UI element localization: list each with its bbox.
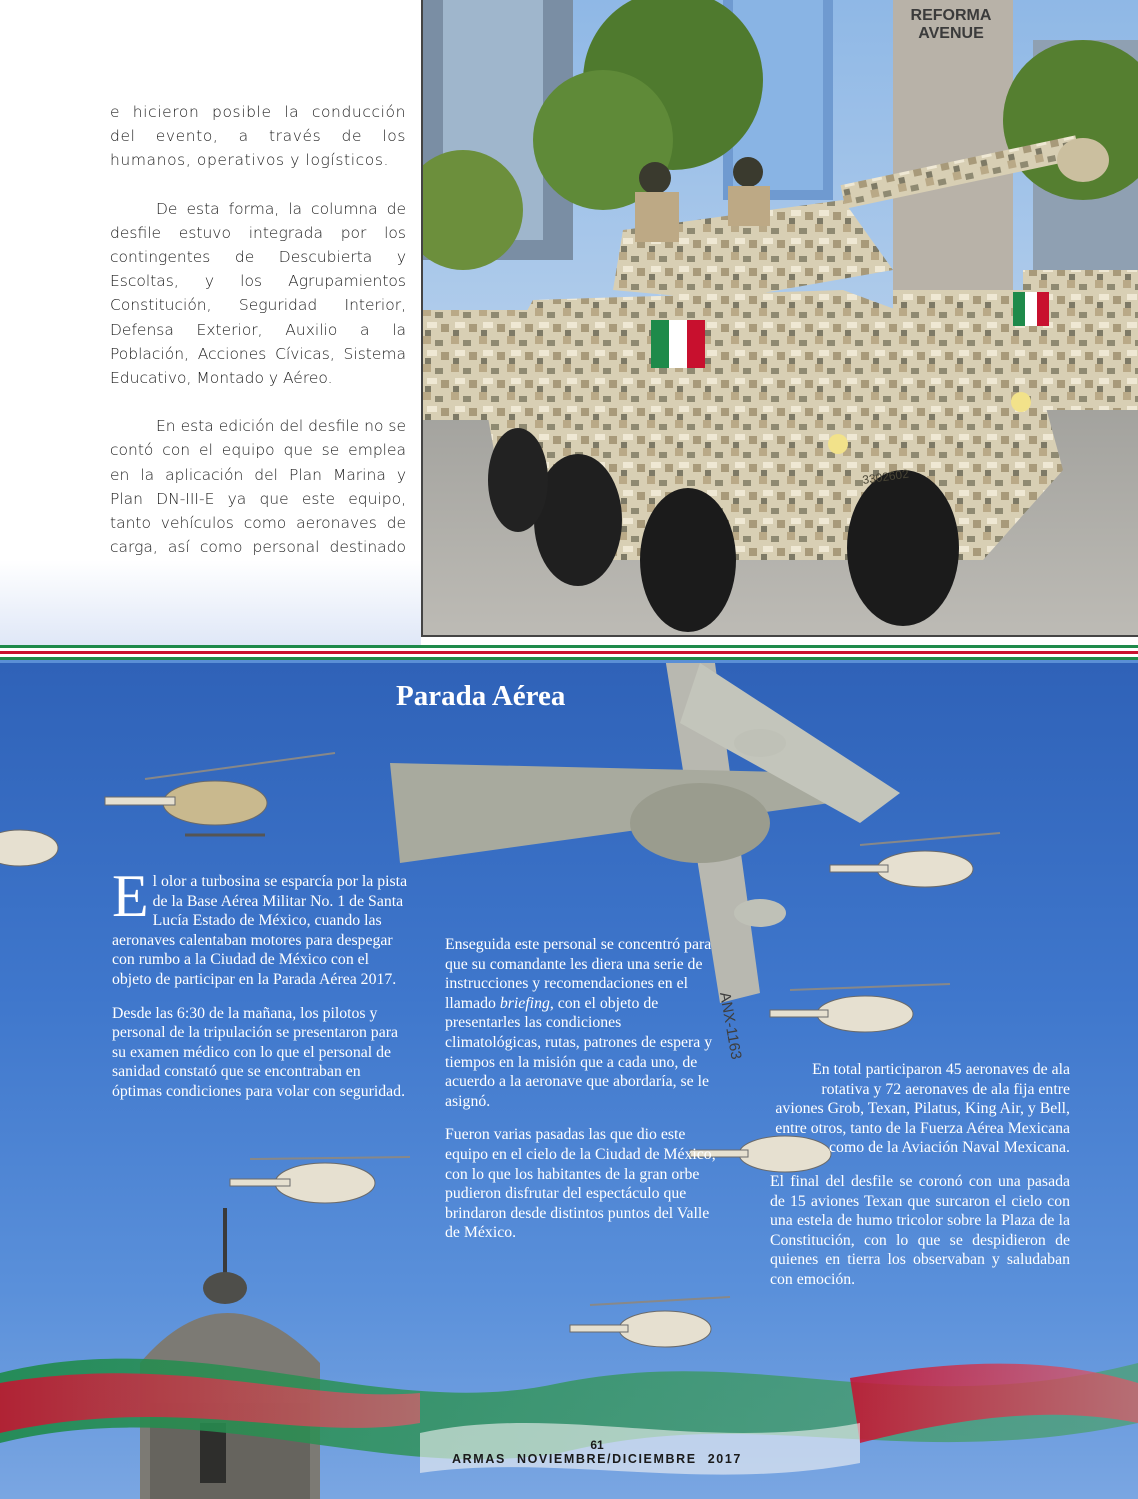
text-fade-background <box>0 560 421 646</box>
briefing-term: briefing <box>499 994 550 1012</box>
cathedral-dome <box>140 1208 320 1499</box>
street-sign-text-1: REFORMA <box>910 7 992 24</box>
article-column-1 <box>112 863 408 1116</box>
column-3-paragraph-2: El final del desfile se coronó con una pasada de 15 aviones Texan que surcaron el cielo con una estela de humo tricolor sobre la Plaza de la Constitución, con lo que se despidieron de quienes en tierra los observaban y saludaban con emoción. <box>770 1172 1070 1288</box>
page-footer <box>452 1438 742 1466</box>
intro-paragraph-1: e hicieron posible la conducción del evento, a través de los humanos, operativos y logísticos. <box>110 103 406 170</box>
intro-paragraph-2: De esta forma, la columna de desfile estuvo integrada por los contingentes de Descubierta y Escoltas, y los Agrupamientos Constitución, Seguridad Interior, Defensa Exterior, Auxilio a la Población, Acciones Cívicas, Sistema Educativo, Montado y Aéreo. <box>110 199 406 388</box>
aircraft-tail-number: ANX-1163 <box>716 990 745 1061</box>
street-sign-text-2: AVENUE <box>918 25 984 42</box>
footer-publication-line: ARMAS NOVIEMBRE/DICIEMBRE 2017 <box>452 1452 742 1466</box>
article-column-2 <box>445 935 720 1257</box>
column-1-paragraph-1: El olor a turbosina se esparcía por la pista de la Base Aérea Militar No. 1 de Santa Lucía Estado de México, cuando las aeronaves calentaban motores para despegar con rumbo a la Ciudad de México con el objeto de participar en la Parada Aérea 2017. <box>112 863 408 988</box>
column-2-paragraph-2: Fueron varias pasadas las que dio este equipo en el cielo de la Ciudad de México, con lo que los habitantes de la gran orbe pudieron disfrutar del espectáculo que brindaron desde distintos puntos del Valle de México. <box>445 1126 716 1242</box>
intro-paragraph-3: En esta edición del desfile no se contó con el equipo que se emplea en la aplicación del Plan Marina y Plan DN-III-E ya que este equipo, tanto vehículos como aeronaves de carga, así como personal destinado <box>110 417 406 557</box>
page-number: 61 <box>590 1438 604 1452</box>
vehicle-number: 3302602 <box>861 466 910 487</box>
column-3-paragraph-1: En total participaron 45 aeronaves de ala rotativa y 72 aeronaves de ala fija entre aviones Grob, Texan, Pilatus, King Air, y Bell, entre otros, tanto de la Fuerza Aérea Mexicana como de la Aviación Naval Mexicana. <box>775 1061 1070 1157</box>
mexican-flag-icon <box>651 320 705 368</box>
section-title: Parada Aérea <box>396 680 566 712</box>
column-2-paragraph-1: Enseguida este personal se concentró para que su comandante les diera una serie de instrucciones y recomendaciones en el llamado briefing, con el objeto de presentarles las condiciones climatológicas, rutas, patrones de espera y tiempos en la misión que a cada uno, de acuerdo a la aeronave que abordaría, se le asignó. <box>445 936 713 1110</box>
drop-cap: E <box>112 863 149 929</box>
armored-vehicle-photo <box>421 0 1138 637</box>
article-column-3 <box>770 1060 1070 1304</box>
column-1-paragraph-2: Desde las 6:30 de la mañana, los pilotos y personal de la tripulación se presentaron para su examen médico con lo que el personal de sanidad constató que se encontraban en óptimas condiciones para volar con seguridad. <box>112 1004 406 1100</box>
flag-stripes <box>0 645 1138 663</box>
